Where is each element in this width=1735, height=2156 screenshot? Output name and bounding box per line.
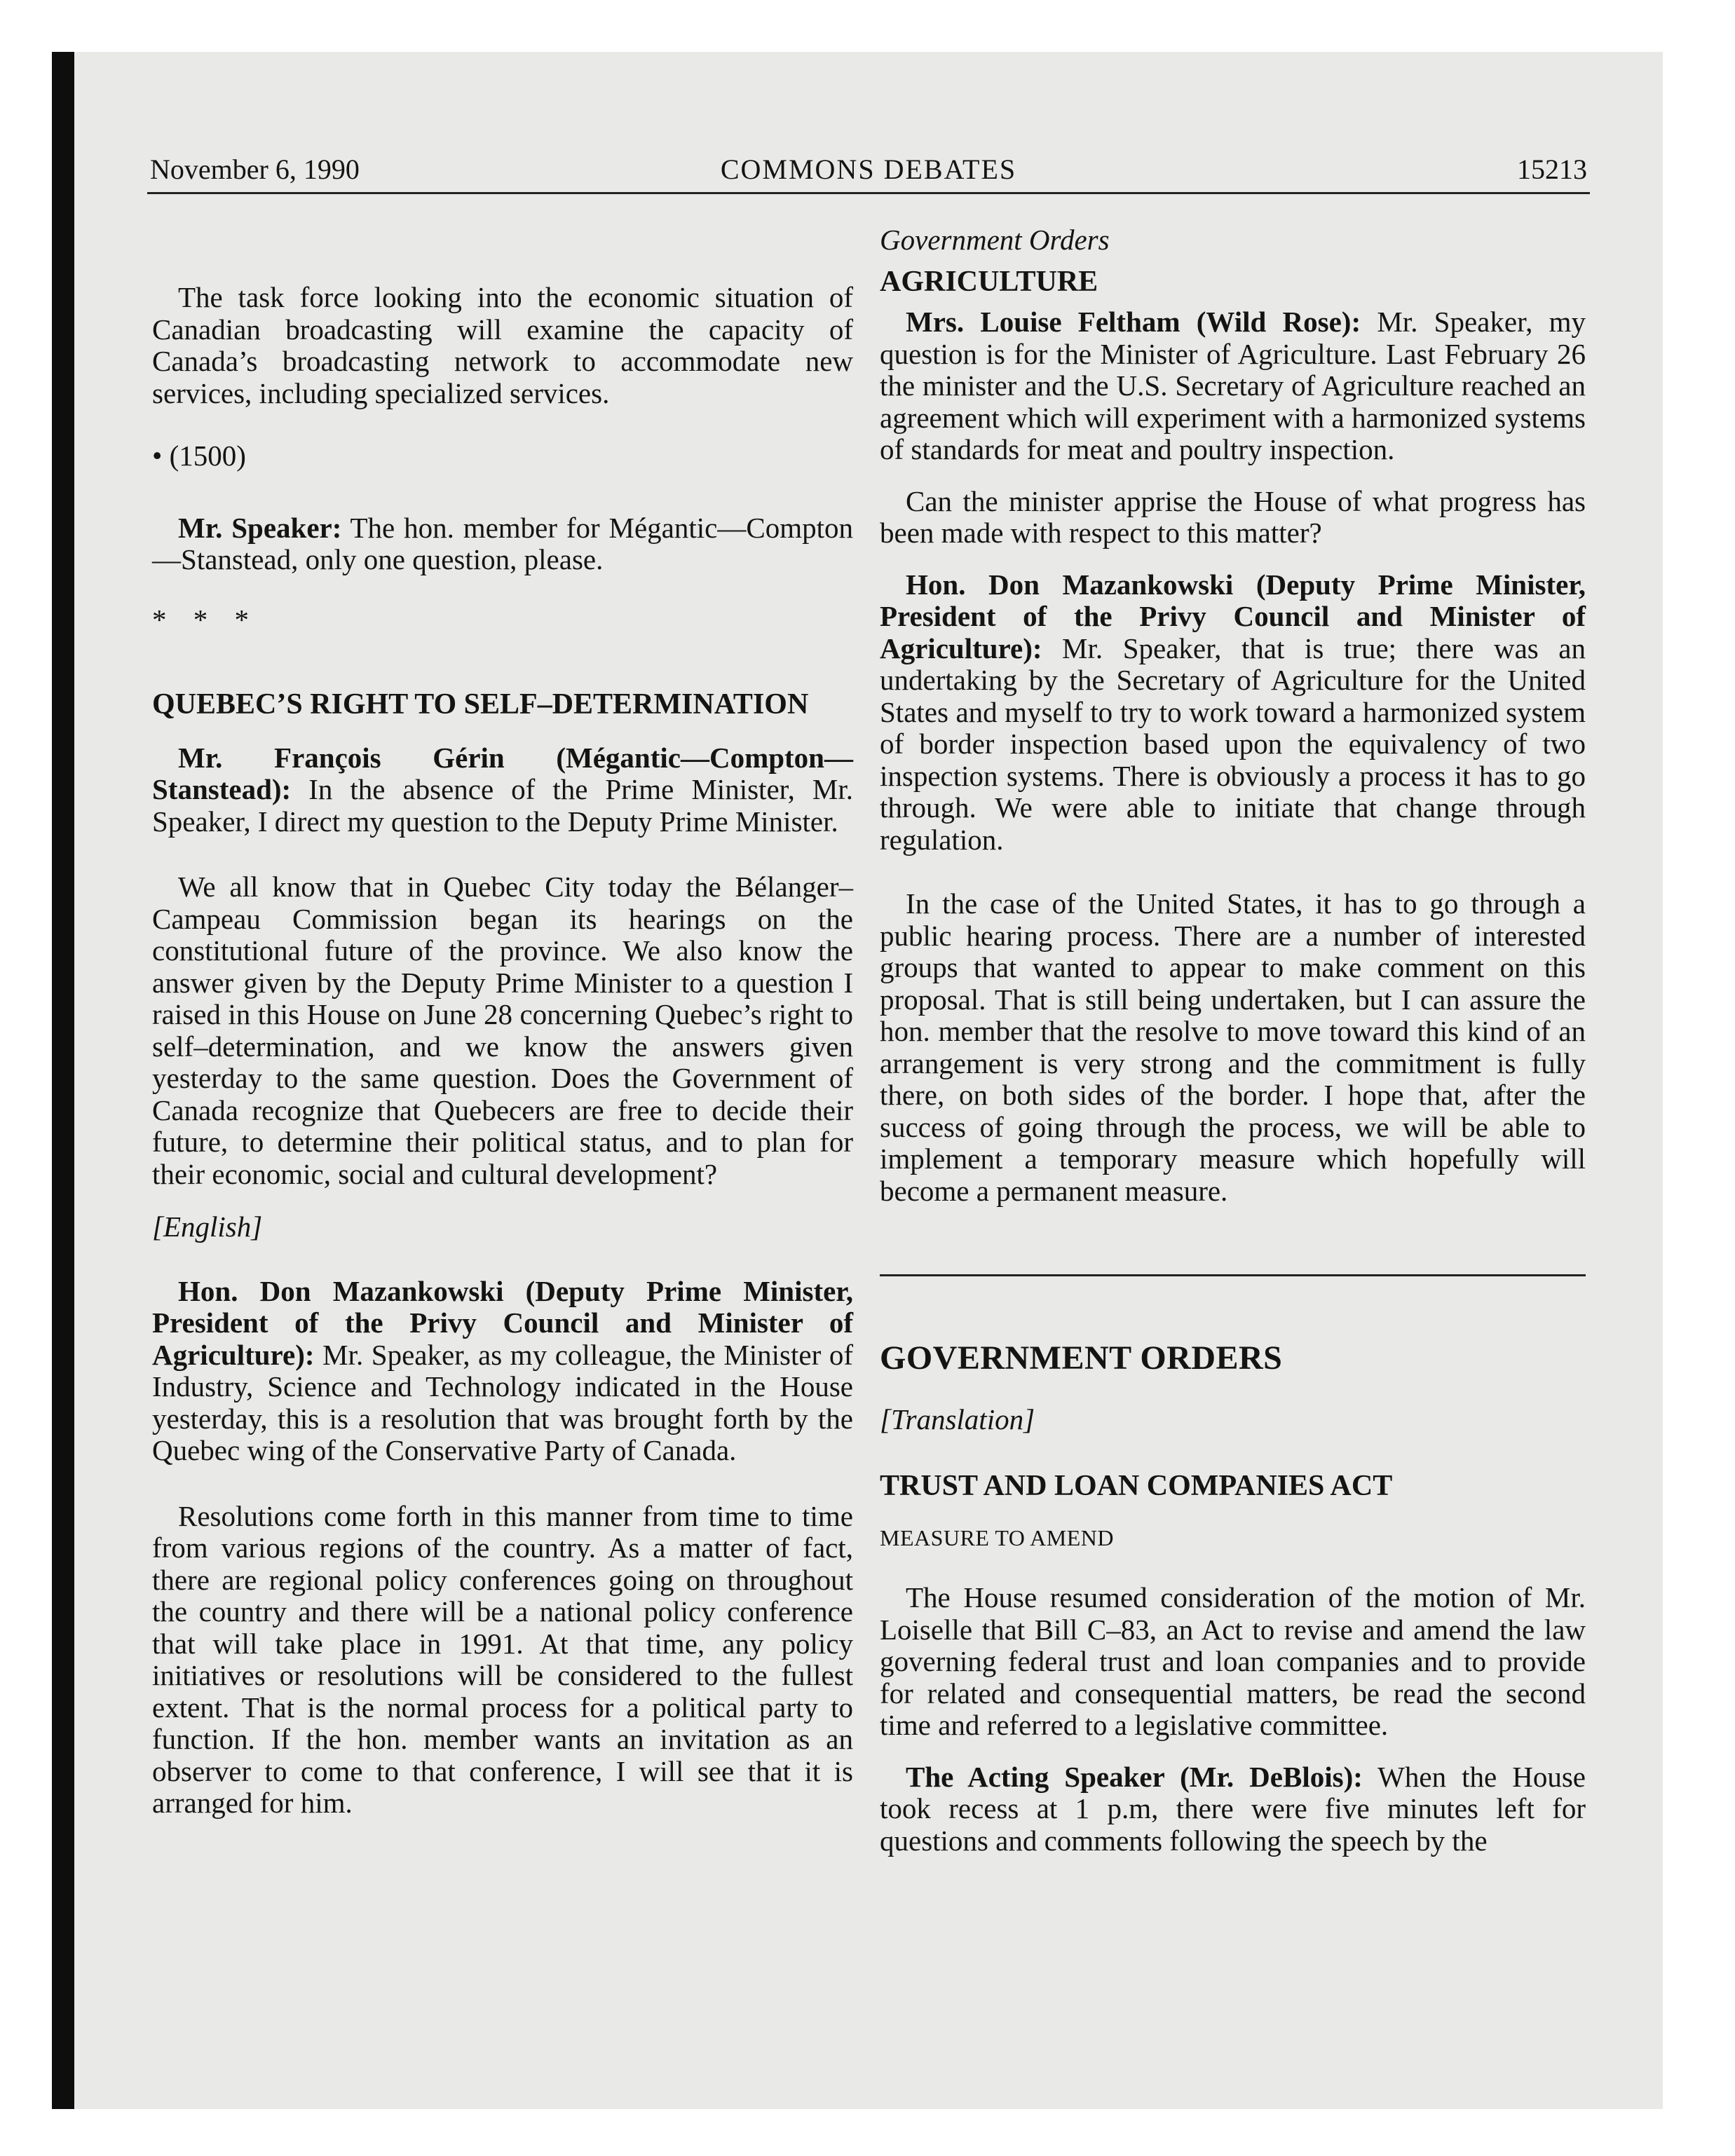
section-separator: * * * [152,603,259,636]
scan-margin-bottom [0,2109,1735,2156]
header-page-number: 15213 [1517,153,1587,185]
acting-speaker-statement [880,1761,1586,1857]
paragraph-apprise: Can the minister apprise the House of what progress has been made with respect to this matter? [880,484,1586,549]
speaker-intervention [152,512,853,576]
language-note-translation: [Translation] [880,1403,1035,1435]
header-date: November 6, 1990 [150,153,360,185]
mazankowski-speaker-name: Hon. Don Mazankowski (Deputy Prime Minister, President of the Privy Council and Minister of Agriculture): [152,1274,853,1371]
gerin-speaker-name: Mr. François Gérin (Mégantic—Compton—Stanstead): [152,741,853,805]
running-head-government-orders: Government Orders [880,224,1110,256]
speaker-text: The hon. member for Mégantic—Compton—Stanstead, only one question, please. [152,511,853,575]
section-heading-quebec: QUEBEC’S RIGHT TO SELF–DETERMINATION [152,688,809,721]
mazankowski-agriculture-answer [880,569,1586,857]
act-subheading: MEASURE TO AMEND [880,1524,1114,1550]
gerin-text: In the absence of the Prime Minister, Mr. Speaker, I direct my question to the Deputy Prime Minister. [152,773,853,838]
page-header [147,149,1590,194]
mazankowski-agriculture-speaker-name: Hon. Don Mazankowski (Deputy Prime Minister, President of the Privy Council and Minister of Agriculture): [880,568,1586,664]
time-marker: • (1500) [152,439,246,472]
acting-speaker-name: The Acting Speaker (Mr. DeBlois): [906,1760,1363,1793]
major-heading-government-orders: GOVERNMENT ORDERS [880,1339,1283,1377]
mazankowski-agriculture-text: Mr. Speaker, that is true; there was an undertaking by the Secretary of Agriculture for the United States and myself to try to work toward a harmonized system of border inspection based upon the equivalency of two inspection systems. There is obviously a process it has to go through. We were able to initiate that change through regulation. [880,632,1586,856]
speaker-name: Mr. Speaker: [178,511,342,544]
paragraph-quebec-city: We all know that in Quebec City today the Bélanger–Campeau Commission began its hearings on the constitutional future of the province. We also know the answer given by the Deputy Prime Minister to a question I raised in this House on June 28 concerning Quebec’s right to self–determination, and we know the answers given yesterday to the same question. Does the Government of Canada recognize that Quebecers are free to decide their future, to determine their political status, and to plan for their economic, social and cultural development? [152,871,853,1190]
right-column [880,224,1586,1857]
header-title: COMMONS DEBATES [720,153,1017,185]
mazankowski-answer [152,1276,853,1467]
paragraph-house-resumed: The House resumed consideration of the motion of Mr. Loiselle that Bill C–83, an Act to revise and amend the law governing federal trust and loan companies and to provide for related and consequential matters, be read the second time and referred to a legislative committee. [880,1581,1586,1741]
feltham-speaker-name: Mrs. Louise Feltham (Wild Rose): [906,306,1361,338]
act-heading: TRUST AND LOAN COMPANIES ACT [880,1470,1393,1502]
gerin-question [152,742,853,838]
scan-binding-shadow [52,52,74,2109]
section-heading-agriculture: AGRICULTURE [880,265,1098,298]
language-note-english: [English] [152,1210,263,1243]
scan-margin-left [0,0,55,2156]
paragraph-united-states: In the case of the United States, it has to go through a public hearing process. There are a number of interested groups that wanted to appear to make comment on this proposal. That is still being undertaken, but I can assure the hon. member that the resolve to move toward this kind of an arrangement is very strong and the commitment is fully there, on both sides of the border. I hope that, after the success of going through the process, we will be able to implement a temporary measure which hopefully will become a permanent measure. [880,887,1586,1207]
feltham-text: Mr. Speaker, my question is for the Minister of Agriculture. Last February 26 the minister and the U.S. Secretary of Agriculture reached an agreement which will experiment with a harmonized systems of standards for meat and poultry inspection. [880,306,1586,465]
left-column [152,224,853,1820]
mazankowski-text: Mr. Speaker, as my colleague, the Minister of Industry, Science and Technology indicated in the House yesterday, this is a resolution that was brought forth by the Quebec wing of the Conservative Party of Canada. [152,1338,853,1466]
acting-speaker-text: When the House took recess at 1 p.m, there were five minutes left for questions and comments following the speech by the [880,1760,1586,1857]
paragraph-resolutions: Resolutions come forth in this manner from time to time from various regions of the country. As a matter of fact, there are regional policy conferences going on throughout the country and there will be a national policy conference that will take place in 1991. At that time, any policy initiatives or resolutions will be considered to the fullest extent. That is the normal process for a political party to function. If the hon. member wants an invitation as an observer to come to that conference, I will see that it is arranged for him. [152,1499,853,1819]
feltham-question [880,306,1586,466]
paragraph-task-force: The task force looking into the economic situation of Canadian broadcasting will examine the capacity of Canada’s broadcasting network to accommodate new services, including specialized services. [152,281,853,409]
